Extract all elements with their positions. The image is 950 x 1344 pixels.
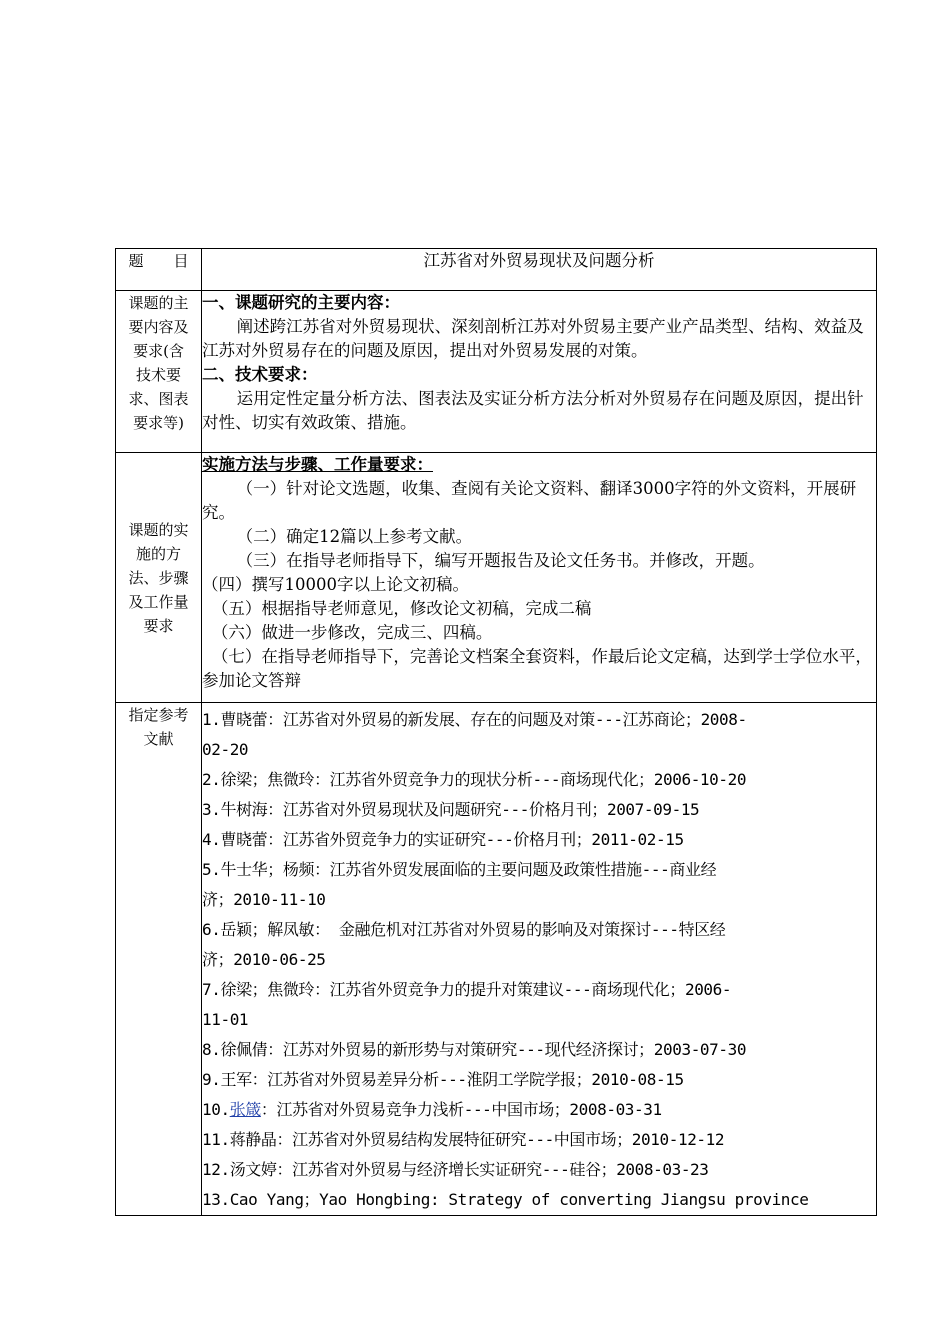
method-step: （三）在指导老师指导下，编写开题报告及论文任务书。并修改，开题。 — [236, 551, 765, 570]
label-line: 要求 — [143, 616, 174, 635]
method-step: （七）在指导老师指导下，完善论文档案全套资料，作最后论文定稿，达到学士学位水平，参加论文答辩 — [202, 647, 872, 690]
reference-item-cont: 济；2010-11-10 — [202, 890, 326, 909]
task-form-table — [115, 248, 877, 1216]
reference-item: 11.蒋静晶：江苏省对外贸易结构发展特征研究---中国市场；2010-12-12 — [202, 1130, 725, 1149]
main-content-heading: 一、课题研究的主要内容： — [202, 293, 400, 312]
reference-item-cont: 济；2010-06-25 — [202, 950, 326, 969]
tech-requirements-heading: 二、技术要求： — [202, 365, 318, 384]
label-line: 及工作量 — [128, 592, 189, 611]
reference-item: 13.Cao Yang；Yao Hongbing: Strategy of converting Jiangsu province — [202, 1190, 809, 1209]
label-line: 文献 — [143, 730, 174, 748]
method-step: （五）根据指导老师意见，修改论文初稿，完成二稿 — [211, 599, 592, 618]
title-row — [116, 249, 877, 291]
method-step: （四）撰写10000字以上论文初稿。 — [202, 575, 469, 594]
reference-item: 7.徐梁；焦微玲：江苏省外贸竞争力的提升对策建议---商场现代化；2006- — [202, 980, 732, 999]
method-step: （二）确定12篇以上参考文献。 — [236, 527, 473, 546]
label-line: 课题的实 — [128, 520, 189, 539]
reference-item: 6.岳颖；解凤敏： 金融危机对江苏省对外贸易的影响及对策探讨---特区经 — [202, 920, 726, 939]
reference-item-cont: 11-01 — [202, 1010, 249, 1029]
title-label: 题 目 — [116, 249, 202, 291]
reference-item: 9.王军：江苏省对外贸易差异分析---淮阴工学院学报；2010-08-15 — [202, 1070, 684, 1089]
reference-item: 4.曹晓蕾：江苏省外贸竞争力的实证研究---价格月刊；2011-02-15 — [202, 830, 684, 849]
label-line: 要内容及 — [128, 318, 189, 336]
thesis-title: 江苏省对外贸易现状及问题分析 — [202, 249, 877, 291]
method-heading: 实施方法与步骤、工作量要求： — [202, 455, 433, 474]
method-content — [202, 453, 877, 703]
reference-item: 5.牛士华；杨频：江苏省外贸发展面临的主要问题及政策性措施---商业经 — [202, 860, 717, 879]
reference-text: ：江苏省对外贸易竞争力浅析---中国市场；2008-03-31 — [260, 1100, 662, 1119]
requirements-row — [116, 291, 877, 453]
label-line: 施的方 — [135, 544, 181, 563]
reference-item — [202, 1095, 876, 1125]
references-row — [116, 703, 877, 1216]
reference-item: 8.徐佩倩：江苏对外贸易的新形势与对策研究---现代经济探讨；2003-07-30 — [202, 1040, 747, 1059]
method-label — [116, 453, 202, 703]
label-line: 课题的主 — [128, 294, 189, 312]
reference-item: 2.徐梁；焦微玲：江苏省外贸竞争力的现状分析---商场现代化；2006-10-20 — [202, 770, 747, 789]
method-step: （六）做进一步修改，完成三、四稿。 — [211, 623, 493, 642]
reference-item-cont: 02-20 — [202, 740, 249, 759]
references-label — [116, 703, 202, 1216]
label-line: 要求(含 — [133, 342, 184, 360]
label-line: 技术要 — [135, 366, 181, 384]
requirements-label — [116, 291, 202, 453]
author-link[interactable]: 张箴 — [229, 1100, 261, 1119]
method-row — [116, 453, 877, 703]
reference-number: 10. — [202, 1100, 230, 1119]
label-line: 要求等) — [133, 414, 184, 432]
reference-item: 12.汤文婷：江苏省对外贸易与经济增长实证研究---硅谷；2008-03-23 — [202, 1160, 709, 1179]
reference-item: 1.曹晓蕾：江苏省对外贸易的新发展、存在的问题及对策---江苏商论；2008- — [202, 710, 747, 729]
label-line: 求、图表 — [128, 390, 189, 408]
reference-item: 3.牛树海：江苏省对外贸易现状及问题研究---价格月刊；2007-09-15 — [202, 800, 700, 819]
label-line: 指定参考 — [128, 706, 189, 724]
label-line: 法、步骤 — [128, 568, 189, 587]
tech-requirements-text: 运用定性定量分析方法、图表法及实证分析方法分析对外贸易存在问题及原因，提出针对性、切实有效政策、措施。 — [202, 389, 864, 432]
references-content — [202, 703, 877, 1216]
method-step: （一）针对论文选题，收集、查阅有关论文资料、翻译3000字符的外文资料，开展研究。 — [202, 479, 857, 522]
requirements-content — [202, 291, 877, 453]
main-content-text: 阐述跨江苏省对外贸易现状、深刻剖析江苏对外贸易主要产业产品类型、结构、效益及江苏对外贸易存在的问题及原因，提出对外贸易发展的对策。 — [202, 317, 864, 360]
